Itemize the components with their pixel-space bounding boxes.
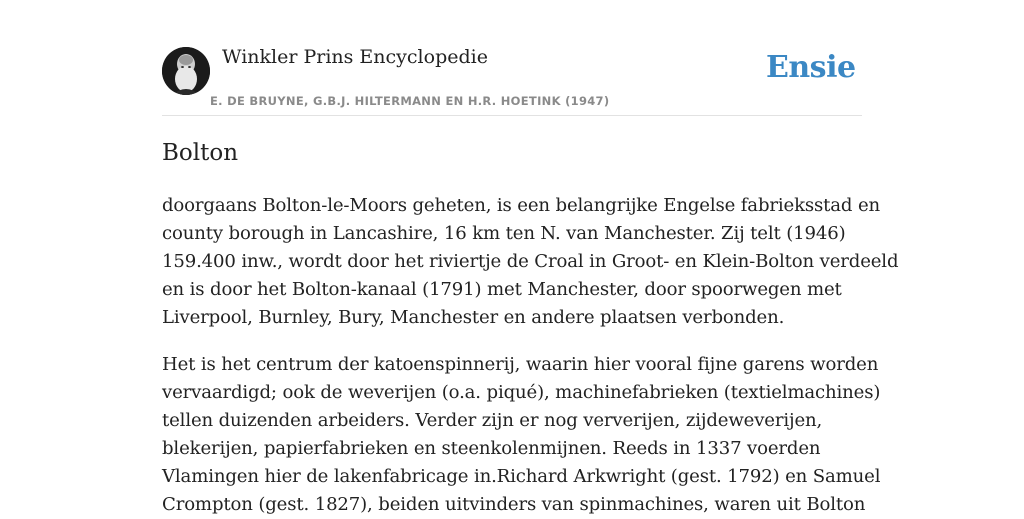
ensie-logo-link[interactable]: Ensie — [766, 50, 856, 85]
header-divider — [162, 115, 862, 116]
paragraph-line: en is door het Bolton-kanaal (1791) met Manchester, door spoorwegen met — [162, 279, 842, 300]
paragraph-line: tellen duizenden arbeiders. Verder zijn er nog ververijen, zijdeweverijen, — [162, 410, 823, 431]
paragraph-line: doorgaans Bolton-le-Moors geheten, is een belangrijke Engelse fabrieksstad en — [162, 195, 881, 216]
paragraph-line: Het is het centrum der katoenspinnerij, waarin hier vooral fijne garens worden — [162, 354, 879, 375]
article-title: Bolton — [162, 140, 239, 166]
article-paragraph-2 — [162, 351, 881, 519]
article-paragraph-1 — [162, 192, 899, 332]
paragraph-line: blekerijen, papierfabrieken en steenkolenmijnen. Reeds in 1337 voerden — [162, 438, 821, 459]
paragraph-line: Crompton (gest. 1827), beiden uitvinders van spinmachines, waren uit Bolton — [162, 494, 866, 515]
publication-authors: E. DE BRUYNE, G.B.J. HILTERMANN EN H.R. HOETINK (1947) — [210, 94, 610, 108]
paragraph-line: county borough in Lancashire, 16 km ten N. van Manchester. Zij telt (1946) — [162, 223, 846, 244]
paragraph-line: 159.400 inw., wordt door het riviertje de Croal in Groot- en Klein-Bolton verdeeld — [162, 251, 899, 272]
author-portrait-avatar — [162, 47, 210, 95]
paragraph-line: vervaardigd; ook de weverijen (o.a. piqué), machinefabrieken (textielmachines) — [162, 382, 881, 403]
publication-title[interactable]: Winkler Prins Encyclopedie — [222, 46, 488, 68]
paragraph-line: Liverpool, Burnley, Bury, Manchester en andere plaatsen verbonden. — [162, 307, 785, 328]
paragraph-line: Vlamingen hier de lakenfabricage in.Richard Arkwright (gest. 1792) en Samuel — [162, 466, 881, 487]
author-portrait-icon — [162, 47, 210, 95]
